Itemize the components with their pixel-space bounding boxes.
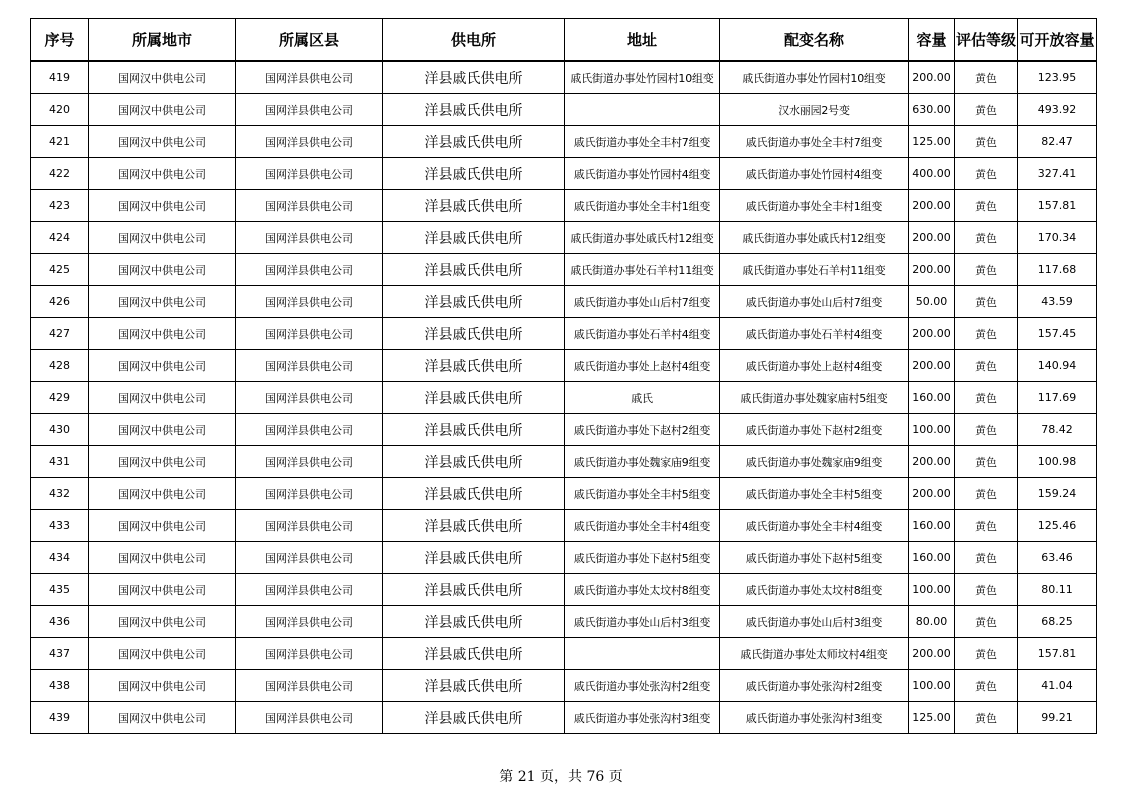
cell-grade: 黄色 — [955, 670, 1018, 702]
cell-transformer-name: 戚氏街道办事处张沟村3组变 — [720, 702, 909, 734]
cell-address: 戚氏街道办事处山后村3组变 — [565, 606, 720, 638]
cell-address: 戚氏街道办事处戚氏村12组变 — [565, 222, 720, 254]
cell-transformer-name: 戚氏街道办事处下赵村2组变 — [720, 414, 909, 446]
cell-capacity: 200.00 — [909, 638, 955, 670]
cell-city: 国网汉中供电公司 — [89, 638, 236, 670]
cell-grade: 黄色 — [955, 318, 1018, 350]
cell-grade: 黄色 — [955, 126, 1018, 158]
cell-county: 国网洋县供电公司 — [236, 350, 383, 382]
header-county: 所属区县 — [236, 19, 383, 62]
cell-open-capacity: 78.42 — [1018, 414, 1097, 446]
table-row — [31, 542, 1097, 574]
cell-address: 戚氏街道办事处张沟村3组变 — [565, 702, 720, 734]
cell-county: 国网洋县供电公司 — [236, 94, 383, 126]
table-row — [31, 670, 1097, 702]
cell-open-capacity: 157.81 — [1018, 190, 1097, 222]
cell-transformer-name: 戚氏街道办事处戚氏村12组变 — [720, 222, 909, 254]
table-row — [31, 94, 1097, 126]
cell-grade: 黄色 — [955, 574, 1018, 606]
cell-open-capacity: 80.11 — [1018, 574, 1097, 606]
cell-capacity: 80.00 — [909, 606, 955, 638]
cell-capacity: 100.00 — [909, 574, 955, 606]
cell-grade: 黄色 — [955, 510, 1018, 542]
cell-capacity: 200.00 — [909, 254, 955, 286]
cell-transformer-name: 戚氏街道办事处全丰村1组变 — [720, 190, 909, 222]
cell-address: 戚氏街道办事处竹园村10组变 — [565, 61, 720, 94]
cell-city: 国网汉中供电公司 — [89, 254, 236, 286]
cell-city: 国网汉中供电公司 — [89, 542, 236, 574]
cell-transformer-name: 戚氏街道办事处全丰村5组变 — [720, 478, 909, 510]
cell-capacity: 630.00 — [909, 94, 955, 126]
table-row — [31, 222, 1097, 254]
cell-open-capacity: 493.92 — [1018, 94, 1097, 126]
cell-capacity: 200.00 — [909, 318, 955, 350]
cell-grade: 黄色 — [955, 61, 1018, 94]
cell-county: 国网洋县供电公司 — [236, 222, 383, 254]
cell-capacity: 125.00 — [909, 126, 955, 158]
table-row — [31, 702, 1097, 734]
cell-station: 洋县戚氏供电所 — [383, 286, 565, 318]
cell-city: 国网汉中供电公司 — [89, 606, 236, 638]
cell-address: 戚氏街道办事处石羊村4组变 — [565, 318, 720, 350]
cell-city: 国网汉中供电公司 — [89, 318, 236, 350]
cell-grade: 黄色 — [955, 542, 1018, 574]
cell-city: 国网汉中供电公司 — [89, 94, 236, 126]
cell-county: 国网洋县供电公司 — [236, 286, 383, 318]
cell-address: 戚氏街道办事处下赵村2组变 — [565, 414, 720, 446]
cell-city: 国网汉中供电公司 — [89, 158, 236, 190]
cell-station: 洋县戚氏供电所 — [383, 542, 565, 574]
cell-grade: 黄色 — [955, 478, 1018, 510]
cell-city: 国网汉中供电公司 — [89, 382, 236, 414]
cell-city: 国网汉中供电公司 — [89, 190, 236, 222]
table-row — [31, 61, 1097, 94]
header-open-capacity: 可开放容量 — [1018, 19, 1097, 62]
cell-index: 436 — [31, 606, 89, 638]
cell-transformer-name: 戚氏街道办事处全丰村4组变 — [720, 510, 909, 542]
table-row — [31, 318, 1097, 350]
cell-address — [565, 638, 720, 670]
cell-open-capacity: 157.81 — [1018, 638, 1097, 670]
cell-county: 国网洋县供电公司 — [236, 638, 383, 670]
table-row — [31, 286, 1097, 318]
cell-capacity: 200.00 — [909, 190, 955, 222]
cell-transformer-name: 戚氏街道办事处下赵村5组变 — [720, 542, 909, 574]
cell-index: 425 — [31, 254, 89, 286]
cell-address: 戚氏街道办事处全丰村5组变 — [565, 478, 720, 510]
cell-city: 国网汉中供电公司 — [89, 61, 236, 94]
cell-transformer-name: 戚氏街道办事处太坟村8组变 — [720, 574, 909, 606]
table-row — [31, 478, 1097, 510]
cell-index: 435 — [31, 574, 89, 606]
cell-station: 洋县戚氏供电所 — [383, 222, 565, 254]
cell-open-capacity: 100.98 — [1018, 446, 1097, 478]
cell-index: 420 — [31, 94, 89, 126]
cell-open-capacity: 117.68 — [1018, 254, 1097, 286]
cell-address: 戚氏街道办事处全丰村1组变 — [565, 190, 720, 222]
cell-address: 戚氏街道办事处全丰村7组变 — [565, 126, 720, 158]
cell-transformer-name: 戚氏街道办事处石羊村11组变 — [720, 254, 909, 286]
table-row — [31, 638, 1097, 670]
table-row — [31, 254, 1097, 286]
cell-grade: 黄色 — [955, 94, 1018, 126]
table-row — [31, 190, 1097, 222]
table-row — [31, 606, 1097, 638]
cell-address: 戚氏街道办事处石羊村11组变 — [565, 254, 720, 286]
cell-address: 戚氏街道办事处太坟村8组变 — [565, 574, 720, 606]
table-row — [31, 574, 1097, 606]
cell-grade: 黄色 — [955, 606, 1018, 638]
cell-address: 戚氏街道办事处竹园村4组变 — [565, 158, 720, 190]
cell-grade: 黄色 — [955, 286, 1018, 318]
cell-index: 427 — [31, 318, 89, 350]
cell-county: 国网洋县供电公司 — [236, 158, 383, 190]
cell-address: 戚氏街道办事处魏家庙9组变 — [565, 446, 720, 478]
cell-station: 洋县戚氏供电所 — [383, 350, 565, 382]
cell-county: 国网洋县供电公司 — [236, 542, 383, 574]
cell-grade: 黄色 — [955, 702, 1018, 734]
cell-county: 国网洋县供电公司 — [236, 382, 383, 414]
cell-open-capacity: 63.46 — [1018, 542, 1097, 574]
cell-transformer-name: 戚氏街道办事处山后村3组变 — [720, 606, 909, 638]
cell-capacity: 160.00 — [909, 510, 955, 542]
cell-transformer-name: 戚氏街道办事处全丰村7组变 — [720, 126, 909, 158]
table-row — [31, 446, 1097, 478]
cell-station: 洋县戚氏供电所 — [383, 158, 565, 190]
cell-city: 国网汉中供电公司 — [89, 446, 236, 478]
cell-county: 国网洋县供电公司 — [236, 446, 383, 478]
table-row — [31, 158, 1097, 190]
cell-station: 洋县戚氏供电所 — [383, 61, 565, 94]
cell-open-capacity: 170.34 — [1018, 222, 1097, 254]
table-row — [31, 382, 1097, 414]
cell-county: 国网洋县供电公司 — [236, 254, 383, 286]
header-capacity: 容量 — [909, 19, 955, 62]
cell-capacity: 200.00 — [909, 61, 955, 94]
cell-station: 洋县戚氏供电所 — [383, 446, 565, 478]
cell-transformer-name: 戚氏街道办事处张沟村2组变 — [720, 670, 909, 702]
cell-city: 国网汉中供电公司 — [89, 574, 236, 606]
cell-city: 国网汉中供电公司 — [89, 702, 236, 734]
cell-transformer-name: 戚氏街道办事处山后村7组变 — [720, 286, 909, 318]
cell-capacity: 160.00 — [909, 382, 955, 414]
cell-city: 国网汉中供电公司 — [89, 126, 236, 158]
cell-index: 438 — [31, 670, 89, 702]
cell-county: 国网洋县供电公司 — [236, 702, 383, 734]
cell-station: 洋县戚氏供电所 — [383, 574, 565, 606]
cell-capacity: 200.00 — [909, 222, 955, 254]
table-row — [31, 510, 1097, 542]
cell-transformer-name: 戚氏街道办事处魏家庙村5组变 — [720, 382, 909, 414]
cell-city: 国网汉中供电公司 — [89, 414, 236, 446]
cell-transformer-name: 戚氏街道办事处竹园村10组变 — [720, 61, 909, 94]
cell-open-capacity: 327.41 — [1018, 158, 1097, 190]
cell-county: 国网洋县供电公司 — [236, 574, 383, 606]
cell-station: 洋县戚氏供电所 — [383, 606, 565, 638]
table-body — [31, 61, 1097, 734]
cell-open-capacity: 125.46 — [1018, 510, 1097, 542]
cell-county: 国网洋县供电公司 — [236, 670, 383, 702]
cell-index: 437 — [31, 638, 89, 670]
cell-city: 国网汉中供电公司 — [89, 286, 236, 318]
table-row — [31, 350, 1097, 382]
data-table — [30, 18, 1097, 734]
cell-transformer-name: 汉水丽园2号变 — [720, 94, 909, 126]
cell-grade: 黄色 — [955, 222, 1018, 254]
cell-transformer-name: 戚氏街道办事处上赵村4组变 — [720, 350, 909, 382]
cell-address: 戚氏街道办事处山后村7组变 — [565, 286, 720, 318]
cell-station: 洋县戚氏供电所 — [383, 670, 565, 702]
cell-station: 洋县戚氏供电所 — [383, 94, 565, 126]
page-number: 第 21 页，共 76 页 — [499, 769, 623, 785]
cell-address: 戚氏街道办事处张沟村2组变 — [565, 670, 720, 702]
cell-capacity: 400.00 — [909, 158, 955, 190]
cell-open-capacity: 43.59 — [1018, 286, 1097, 318]
cell-index: 434 — [31, 542, 89, 574]
cell-capacity: 200.00 — [909, 478, 955, 510]
cell-grade: 黄色 — [955, 254, 1018, 286]
cell-county: 国网洋县供电公司 — [236, 126, 383, 158]
cell-city: 国网汉中供电公司 — [89, 510, 236, 542]
table-row — [31, 414, 1097, 446]
cell-index: 428 — [31, 350, 89, 382]
cell-grade: 黄色 — [955, 638, 1018, 670]
cell-grade: 黄色 — [955, 382, 1018, 414]
cell-open-capacity: 117.69 — [1018, 382, 1097, 414]
cell-index: 426 — [31, 286, 89, 318]
cell-index: 439 — [31, 702, 89, 734]
cell-index: 422 — [31, 158, 89, 190]
cell-index: 429 — [31, 382, 89, 414]
cell-city: 国网汉中供电公司 — [89, 670, 236, 702]
cell-grade: 黄色 — [955, 350, 1018, 382]
cell-station: 洋县戚氏供电所 — [383, 510, 565, 542]
cell-transformer-name: 戚氏街道办事处太师坟村4组变 — [720, 638, 909, 670]
cell-capacity: 160.00 — [909, 542, 955, 574]
cell-open-capacity: 41.04 — [1018, 670, 1097, 702]
cell-station: 洋县戚氏供电所 — [383, 382, 565, 414]
cell-county: 国网洋县供电公司 — [236, 61, 383, 94]
cell-address: 戚氏 — [565, 382, 720, 414]
cell-address: 戚氏街道办事处全丰村4组变 — [565, 510, 720, 542]
cell-open-capacity: 68.25 — [1018, 606, 1097, 638]
header-index: 序号 — [31, 19, 89, 62]
cell-county: 国网洋县供电公司 — [236, 414, 383, 446]
table-row — [31, 126, 1097, 158]
cell-grade: 黄色 — [955, 190, 1018, 222]
cell-county: 国网洋县供电公司 — [236, 478, 383, 510]
cell-address: 戚氏街道办事处下赵村5组变 — [565, 542, 720, 574]
cell-grade: 黄色 — [955, 446, 1018, 478]
cell-open-capacity: 99.21 — [1018, 702, 1097, 734]
cell-open-capacity: 140.94 — [1018, 350, 1097, 382]
cell-grade: 黄色 — [955, 414, 1018, 446]
cell-station: 洋县戚氏供电所 — [383, 318, 565, 350]
cell-transformer-name: 戚氏街道办事处石羊村4组变 — [720, 318, 909, 350]
cell-transformer-name: 戚氏街道办事处竹园村4组变 — [720, 158, 909, 190]
cell-station: 洋县戚氏供电所 — [383, 190, 565, 222]
cell-index: 423 — [31, 190, 89, 222]
cell-station: 洋县戚氏供电所 — [383, 702, 565, 734]
cell-station: 洋县戚氏供电所 — [383, 638, 565, 670]
cell-capacity: 50.00 — [909, 286, 955, 318]
cell-city: 国网汉中供电公司 — [89, 350, 236, 382]
cell-capacity: 125.00 — [909, 702, 955, 734]
cell-index: 433 — [31, 510, 89, 542]
cell-county: 国网洋县供电公司 — [236, 190, 383, 222]
cell-index: 431 — [31, 446, 89, 478]
cell-station: 洋县戚氏供电所 — [383, 414, 565, 446]
cell-open-capacity: 123.95 — [1018, 61, 1097, 94]
cell-station: 洋县戚氏供电所 — [383, 254, 565, 286]
cell-city: 国网汉中供电公司 — [89, 478, 236, 510]
cell-county: 国网洋县供电公司 — [236, 510, 383, 542]
header-city: 所属地市 — [89, 19, 236, 62]
cell-station: 洋县戚氏供电所 — [383, 126, 565, 158]
header-row — [31, 19, 1097, 62]
cell-city: 国网汉中供电公司 — [89, 222, 236, 254]
cell-address — [565, 94, 720, 126]
cell-capacity: 100.00 — [909, 670, 955, 702]
cell-open-capacity: 157.45 — [1018, 318, 1097, 350]
cell-grade: 黄色 — [955, 158, 1018, 190]
cell-index: 424 — [31, 222, 89, 254]
cell-index: 421 — [31, 126, 89, 158]
cell-index: 419 — [31, 61, 89, 94]
cell-capacity: 100.00 — [909, 414, 955, 446]
cell-transformer-name: 戚氏街道办事处魏家庙9组变 — [720, 446, 909, 478]
cell-address: 戚氏街道办事处上赵村4组变 — [565, 350, 720, 382]
cell-open-capacity: 82.47 — [1018, 126, 1097, 158]
header-transformer-name: 配变名称 — [720, 19, 909, 62]
cell-open-capacity: 159.24 — [1018, 478, 1097, 510]
cell-county: 国网洋县供电公司 — [236, 606, 383, 638]
header-address: 地址 — [565, 19, 720, 62]
cell-index: 432 — [31, 478, 89, 510]
header-grade: 评估等级 — [955, 19, 1018, 62]
cell-capacity: 200.00 — [909, 446, 955, 478]
cell-station: 洋县戚氏供电所 — [383, 478, 565, 510]
cell-index: 430 — [31, 414, 89, 446]
header-station: 供电所 — [383, 19, 565, 62]
cell-county: 国网洋县供电公司 — [236, 318, 383, 350]
cell-capacity: 200.00 — [909, 350, 955, 382]
